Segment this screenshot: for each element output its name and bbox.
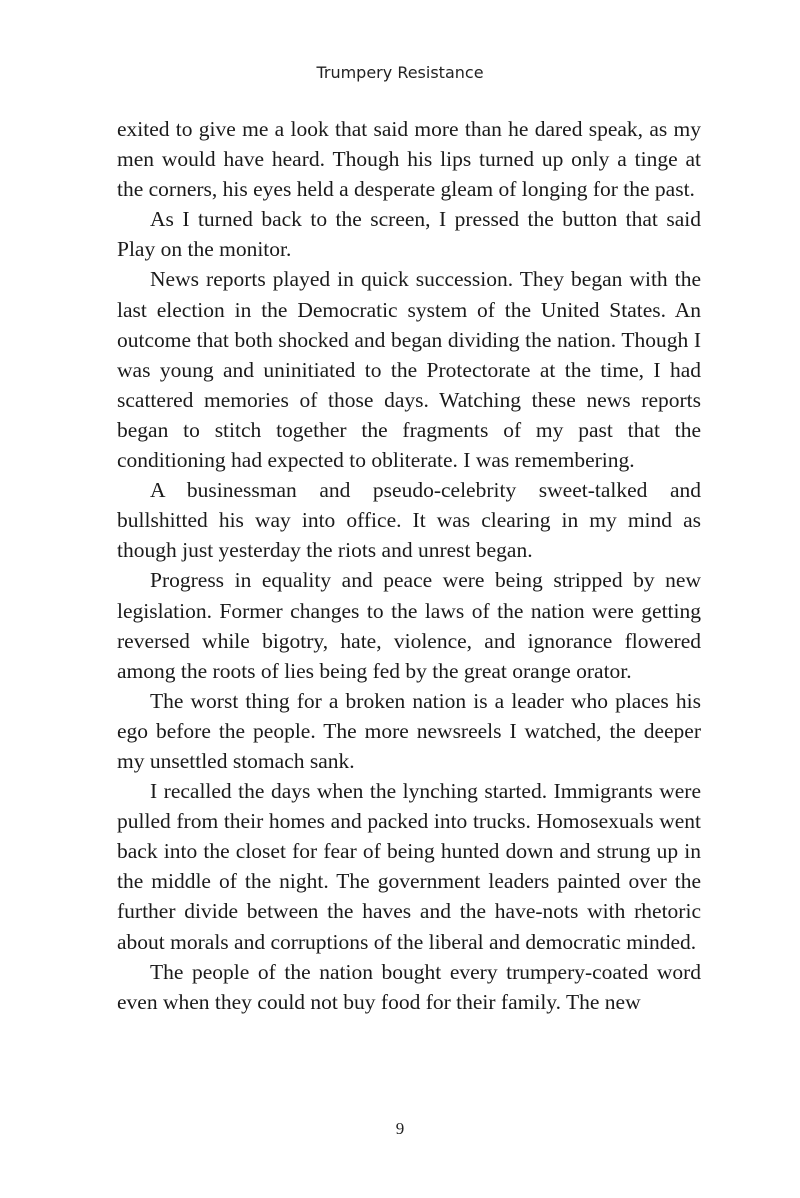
paragraph-2: As I turned back to the screen, I pressed the button that said Play on the monitor. (117, 207, 701, 262)
paragraph-3: News reports played in quick succession. They began with the last election in the Democratic system of the United States. An outcome that both shocked and began dividing the nation. Though I was young and uninitiated to the Protectorate at the time, I had scattered memories of those days. Watching these news reports began to stitch together the fragments of my past that the conditioning had expected to obliterate. I was remembering. (117, 267, 701, 473)
running-head-title: Trumpery Resistance (316, 63, 484, 82)
page-number: 9 (395, 1119, 405, 1138)
paragraph-6: The worst thing for a broken nation is a leader who places his ego before the people. The more newsreels I watched, the deeper my unsettled stomach sank. (117, 688, 701, 773)
paragraph-8: The people of the nation bought every trumpery-coated word even when they could not buy food for their family. The new (117, 959, 701, 1014)
paragraph-7: I recalled the days when the lynching started. Immigrants were pulled from their homes and packed into trucks. Homosexuals went back into the closet for fear of being hunted down and strung up in the middle of the night. The government leaders painted over the further divide between the haves and the have-nots with rhetoric about morals and corruptions of the liberal and democratic minded. (117, 779, 701, 954)
paragraph-5: Progress in equality and peace were being stripped by new legislation. Former changes to the laws of the nation were getting reversed while bigotry, hate, violence, and ignorance flowered among the roots of lies being fed by the great orange orator. (117, 568, 701, 683)
paragraph-4: A businessman and pseudo-celebrity sweet-talked and bullshitted his way into office. It was clearing in my mind as though just yesterday the riots and unrest began. (117, 478, 701, 563)
body-text (117, 114, 701, 1017)
paragraph-1: exited to give me a look that said more than he dared speak, as my men would have heard. Though his lips turned up only a tinge at the corners, his eyes held a desperate gleam of longing for the past. (117, 117, 701, 202)
